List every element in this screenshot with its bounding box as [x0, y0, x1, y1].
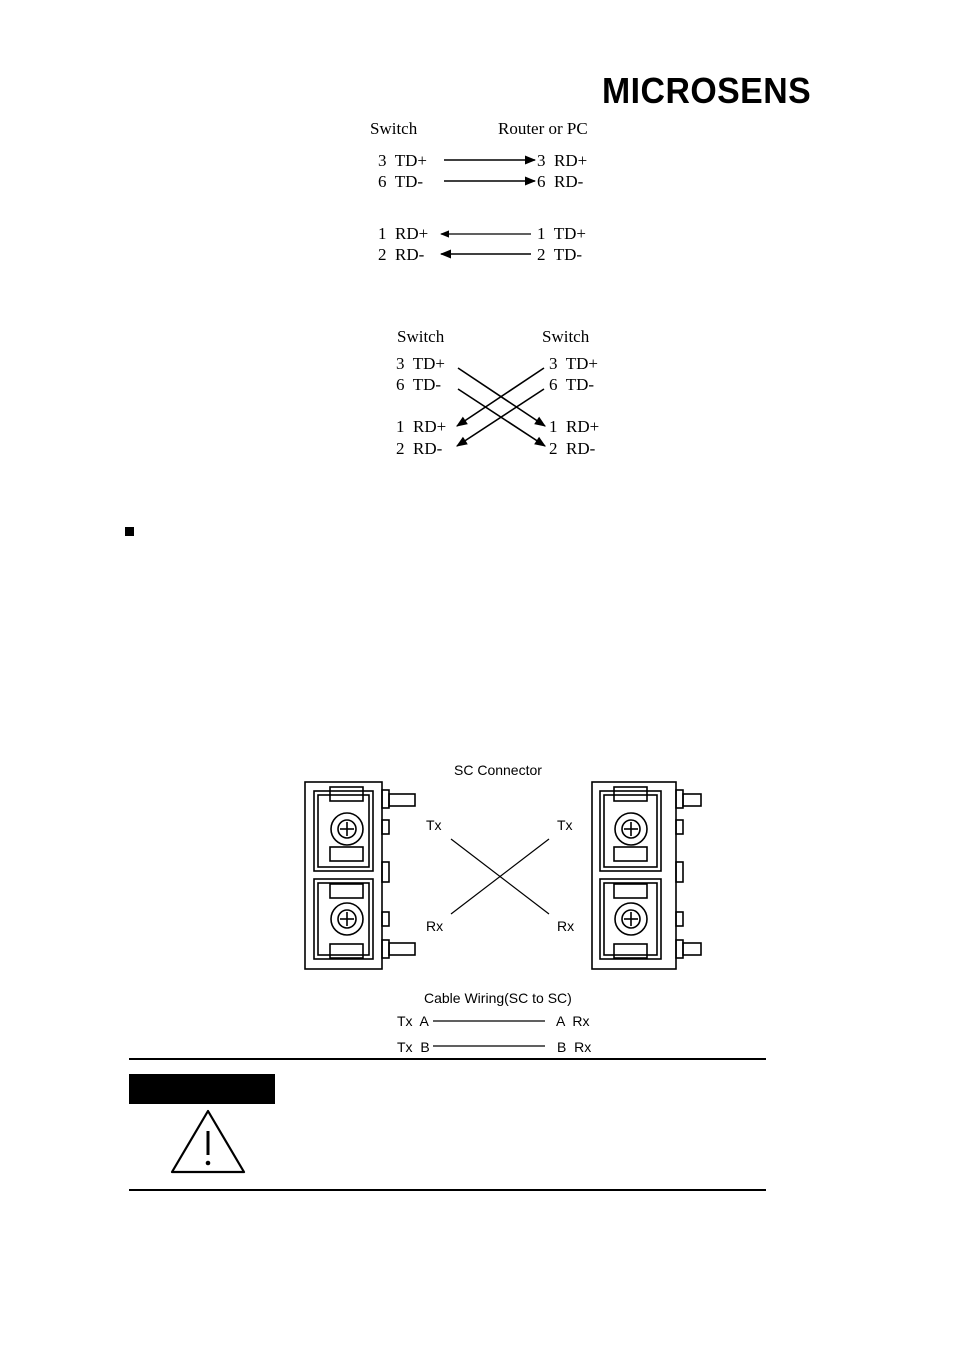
sc-wiring-right: B Rx	[557, 1039, 592, 1055]
straight-left-pin: 1 RD+	[378, 224, 429, 243]
crossover-left-title: Switch	[397, 327, 445, 346]
straight-right-pin: 2 TD-	[537, 245, 583, 264]
left-sc-connector-icon	[305, 782, 415, 969]
sc-wiring-left: Tx B	[397, 1039, 430, 1055]
crossover-left-pin: 1 RD+	[396, 417, 447, 436]
straight-through-diagram	[370, 119, 588, 264]
crossover-right-title: Switch	[542, 327, 590, 346]
crossover-diagram	[396, 327, 599, 458]
straight-left-pin: 6 TD-	[378, 172, 424, 191]
straight-right-pin: 3 RD+	[537, 151, 588, 170]
caution-label-bar	[129, 1074, 275, 1104]
straight-left-pin: 3 TD+	[378, 151, 427, 170]
crossover-right-pin: 3 TD+	[549, 354, 598, 373]
sc-right-tx-label: Tx	[557, 817, 573, 833]
caution-bottom-rule	[129, 1189, 766, 1191]
caution-top-rule	[129, 1058, 766, 1060]
sc-right-rx-label: Rx	[557, 918, 575, 934]
straight-left-pin: 2 RD-	[378, 245, 425, 264]
right-sc-connector-icon	[592, 782, 701, 969]
sc-left-tx-label: Tx	[426, 817, 442, 833]
straight-left-title: Switch	[370, 119, 418, 138]
straight-right-pin: 6 RD-	[537, 172, 584, 191]
sc-left-rx-label: Rx	[426, 918, 444, 934]
crossover-right-pin: 6 TD-	[549, 375, 595, 394]
sc-connector-diagram	[305, 762, 701, 1055]
section-bullet	[125, 527, 134, 536]
crossover-right-pin: 1 RD+	[549, 417, 600, 436]
straight-right-title: Router or PC	[498, 119, 588, 138]
crossover-left-pin: 6 TD-	[396, 375, 442, 394]
sc-wiring-title: Cable Wiring(SC to SC)	[424, 990, 572, 1006]
sc-wiring-left: Tx A	[397, 1013, 429, 1029]
crossover-left-pin: 3 TD+	[396, 354, 445, 373]
warning-triangle-icon	[172, 1111, 244, 1172]
straight-right-pin: 1 TD+	[537, 224, 586, 243]
sc-title: SC Connector	[454, 762, 542, 778]
sc-wiring-right: A Rx	[556, 1013, 590, 1029]
crossover-left-pin: 2 RD-	[396, 439, 443, 458]
crossover-right-pin: 2 RD-	[549, 439, 596, 458]
microsens-logo: MICROSENS	[602, 70, 812, 111]
